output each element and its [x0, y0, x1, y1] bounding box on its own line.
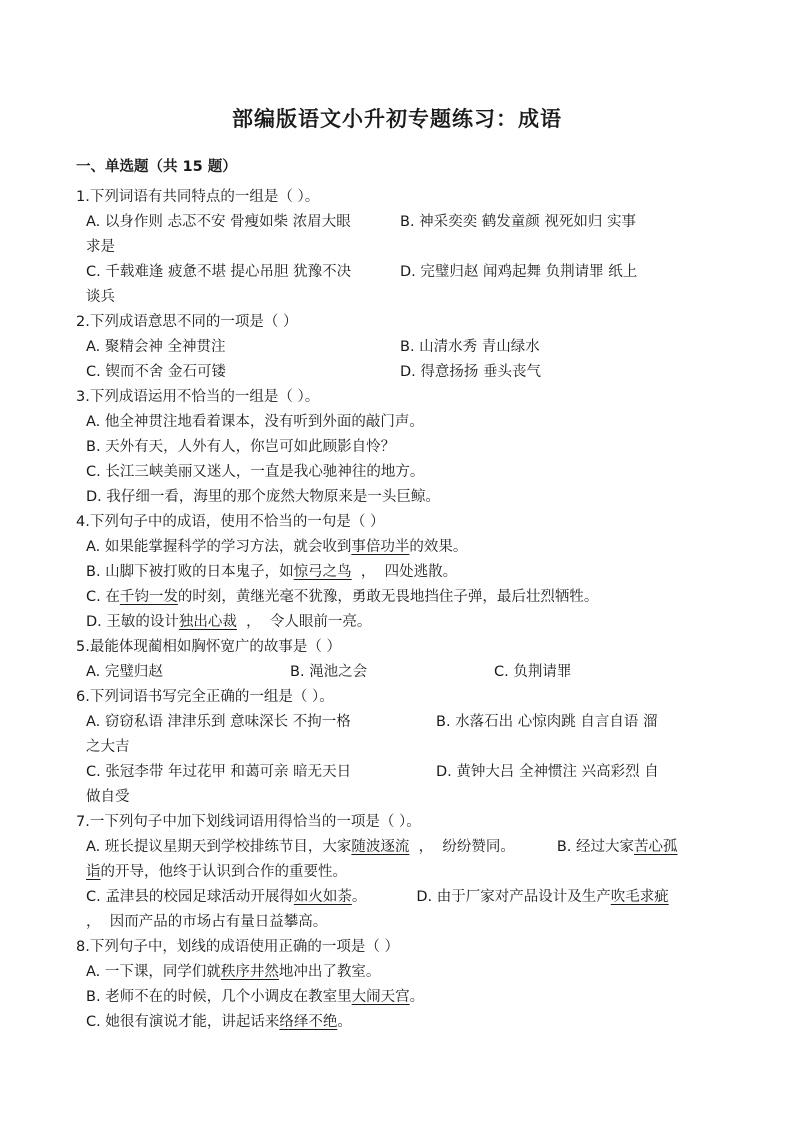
- option-text: 的开导，他终于认识到合作的重要性。: [100, 864, 347, 880]
- question-6-stem: 6.下列词语书写完全正确的一组是（ ）。: [76, 689, 334, 705]
- option-text: A. 一下课，同学们就: [86, 964, 221, 980]
- option-text: D. 由于厂家对产品设计及生产: [416, 889, 611, 905]
- question-4-option-d: [86, 610, 726, 635]
- question-3-option-a: A. 他全神贯注地看着课本，没有听到外面的敲门声。: [86, 414, 424, 430]
- question-1-row-cd: [86, 260, 726, 285]
- question-8-option-a: [86, 960, 726, 985]
- question-2-row-cd: [86, 360, 726, 385]
- question-4-option-a: [86, 535, 726, 560]
- question-list: [76, 185, 726, 1035]
- question-4-option-b: [86, 560, 726, 585]
- question-1-option-a: A. 以身作则 忐忑不安 骨瘦如柴 浓眉大眼: [86, 214, 351, 230]
- underlined-idiom: 吹毛求疵: [610, 889, 669, 905]
- question-8-option-c: [86, 1010, 726, 1035]
- option-text: 。: [409, 989, 425, 1005]
- underlined-idiom: 秩序井然: [220, 964, 279, 980]
- option-text: 。: [351, 889, 367, 905]
- question-1-option-c: C. 千载难逢 疲惫不堪 提心吊胆 犹豫不决: [86, 264, 352, 280]
- option-text: B. 经过大家: [556, 839, 634, 855]
- underlined-idiom: 大闹天宫: [351, 989, 410, 1005]
- page-title: 部编版语文小升初专题练习：成语: [232, 107, 562, 131]
- underlined-idiom: 独出心裁: [178, 614, 237, 630]
- option-text: B. 老师不在的时候，几个小调皮在教室里: [86, 989, 352, 1005]
- option-text: C. 她很有演说才能，讲起话来: [86, 1014, 280, 1030]
- option-text: ， 四处逃散。: [351, 564, 458, 580]
- option-text: A. 班长提议星期天到学校排练节目，大家: [86, 839, 352, 855]
- question-6-option-b-wrap: 之大吉: [86, 739, 130, 755]
- question-6-option-d-wrap: 做自受: [86, 789, 130, 805]
- question-8-stem: 8.下列句子中，划线的成语使用正确的一项是（ ）: [76, 939, 399, 955]
- question-5-options: [86, 660, 726, 685]
- question-4-stem: 4.下列句子中的成语，使用不恰当的一句是（ ）: [76, 514, 385, 530]
- option-text: A. 如果能掌握科学的学习方法，就会收到: [86, 539, 352, 555]
- underlined-idiom: 络绎不绝: [279, 1014, 338, 1030]
- question-2-stem: 2.下列成语意思不同的一项是（ ）: [76, 314, 298, 330]
- question-3-option-d: D. 我仔细一看，海里的那个庞然大物原来是一头巨鲸。: [86, 489, 440, 505]
- question-1-option-d: D. 完璧归赵 闻鸡起舞 负荆请罪 纸上: [400, 264, 638, 280]
- question-2-option-d: D. 得意扬扬 垂头丧气: [400, 364, 541, 380]
- question-7-option-b-wrap: [86, 860, 726, 885]
- question-5-option-a: A. 完璧归赵: [86, 664, 163, 680]
- question-5-option-c: C. 负荆请罪: [494, 664, 572, 680]
- question-7-row-ab: [86, 835, 726, 860]
- question-2-option-a: A. 聚精会神 全神贯注: [86, 339, 226, 355]
- question-1-option-b-wrap: 求是: [86, 239, 115, 255]
- question-6-row-cd: [86, 760, 726, 785]
- section-heading: 一、单选题（共 15 题）: [76, 159, 237, 175]
- underlined-idiom: 随波逐流: [351, 839, 410, 855]
- question-1-row-ab: [86, 210, 726, 235]
- underlined-idiom: 苦心孤: [634, 839, 678, 855]
- option-text: 。: [337, 1014, 352, 1030]
- question-3-option-c: C. 长江三峡美丽又迷人，一直是我心驰神往的地方。: [86, 464, 425, 480]
- option-text: B. 山脚下被打败的日本鬼子，如: [86, 564, 294, 580]
- option-text: ， 纷纷赞同。: [409, 839, 515, 855]
- option-text: D. 王敏的设计: [86, 614, 179, 630]
- question-1-option-b: B. 神采奕奕 鹤发童颜 视死如归 实事: [400, 214, 636, 230]
- question-5-option-b: B. 渑池之会: [290, 664, 368, 680]
- question-3-stem: 3.下列成语运用不恰当的一组是（ ）。: [76, 389, 320, 405]
- option-text: 的时刻，黄继光毫不犹豫，勇敢无畏地挡住子弹，最后壮烈牺牲。: [177, 589, 599, 605]
- question-6-option-c: C. 张冠李带 年过花甲 和蔼可亲 暗无天日: [86, 764, 352, 780]
- underlined-idiom: 惊弓之鸟: [293, 564, 352, 580]
- question-7-option-d-wrap: ， 因而产品的市场占有量日益攀高。: [86, 914, 328, 930]
- question-1-stem: 1.下列词语有共同特点的一组是（ ）。: [76, 189, 320, 205]
- question-6-row-ab: [86, 710, 726, 735]
- question-2-option-c: C. 锲而不舍 金石可镂: [86, 364, 226, 380]
- question-2-row-ab: [86, 335, 726, 360]
- question-6-option-a: A. 窃窃私语 津津乐到 意味深长 不拘一格: [86, 714, 351, 730]
- option-text: C. 在: [86, 589, 120, 605]
- question-7-row-cd: [86, 885, 726, 910]
- underlined-idiom: 事倍功半: [351, 539, 410, 555]
- option-text: 的效果。: [409, 539, 468, 555]
- option-text: C. 孟津县的校园足球活动开展得: [86, 889, 294, 905]
- option-text: 地冲出了教室。: [278, 964, 381, 980]
- question-8-option-b: [86, 985, 726, 1010]
- question-1-option-d-wrap: 谈兵: [86, 289, 115, 305]
- underlined-idiom: 千钧一发: [119, 589, 178, 605]
- question-2-option-b: B. 山清水秀 青山绿水: [400, 339, 540, 355]
- question-6-option-b: B. 水落石出 心惊肉跳 自言自语 溜: [436, 714, 658, 730]
- underlined-idiom: 如火如荼: [293, 889, 352, 905]
- question-6-option-d: D. 黄钟大吕 全神惯注 兴高彩烈 自: [436, 764, 659, 780]
- question-5-stem: 5.最能体现蔺相如胸怀宽广的故事是（ ）: [76, 639, 341, 655]
- question-4-option-c: [86, 585, 726, 610]
- option-text: ， 令人眼前一亮。: [236, 614, 372, 630]
- question-7-stem: 7.一下列句子中加下划线词语用得恰当的一项是（ ）。: [76, 814, 421, 830]
- question-3-option-b: B. 天外有天，人外有人，你岂可如此顾影自怜？: [86, 439, 396, 455]
- underlined-idiom: 诣: [86, 864, 101, 880]
